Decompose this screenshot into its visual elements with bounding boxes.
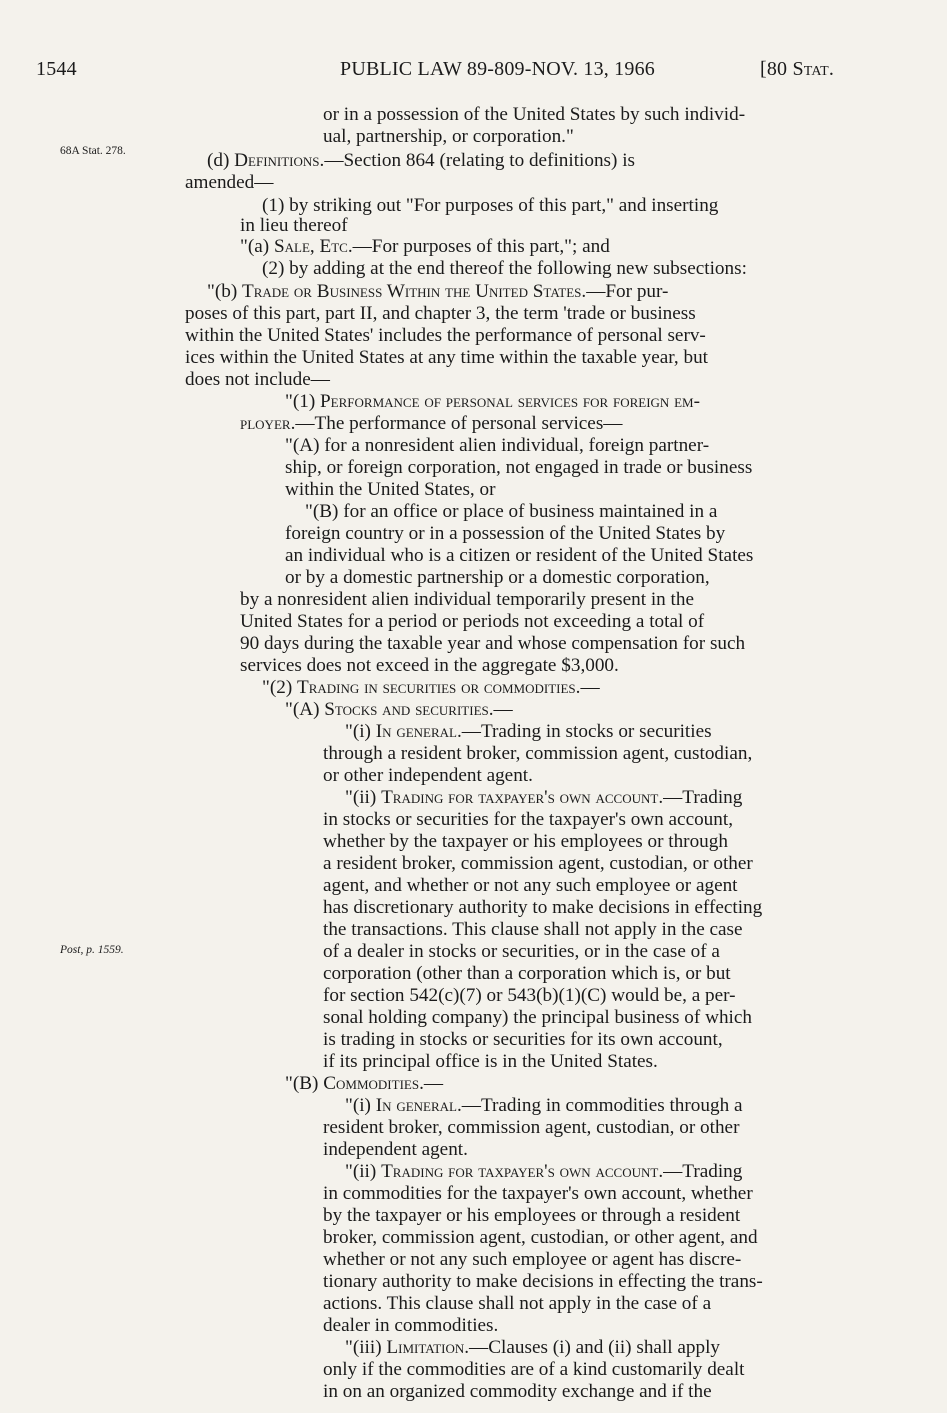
text-line: "(A) Stocks and securities.— xyxy=(285,699,513,720)
text-line: poses of this part, part II, and chapter 3, the term 'trade or business xyxy=(185,303,696,324)
text-line: tionary authority to make decisions in effecting the trans- xyxy=(323,1271,763,1292)
text-line: amended— xyxy=(185,172,274,193)
text-line: "(i) In general.—Trading in commodities through a xyxy=(345,1095,743,1116)
text-line: corporation (other than a corporation which is, or but xyxy=(323,963,731,984)
text-line: resident broker, commission agent, custodian, or other xyxy=(323,1117,740,1138)
text-line: "(B) for an office or place of business maintained in a xyxy=(305,501,718,522)
text-line: "(A) for a nonresident alien individual, foreign partner- xyxy=(285,435,710,456)
text-line: ployer.—The performance of personal services— xyxy=(240,413,623,434)
text-line: services does not exceed in the aggregate $3,000. xyxy=(240,655,619,676)
text-line: or in a possession of the United States by such individ- xyxy=(323,104,746,125)
text-line: actions. This clause shall not apply in the case of a xyxy=(323,1293,712,1314)
text-line: "(b) Trade or Business Within the United States.—For pur- xyxy=(207,281,669,302)
text-line: in on an organized commodity exchange and if the xyxy=(323,1381,712,1402)
text-line: of a dealer in stocks or securities, or in the case of a xyxy=(323,941,720,962)
text-line: (2) by adding at the end thereof the following new subsections: xyxy=(262,258,747,279)
text-line: United States for a period or periods not exceeding a total of xyxy=(240,611,705,632)
text-line: for section 542(c)(7) or 543(b)(1)(C) would be, a per- xyxy=(323,985,736,1006)
text-line: in commodities for the taxpayer's own account, whether xyxy=(323,1183,753,1204)
text-line: broker, commission agent, custodian, or other agent, and xyxy=(323,1227,758,1248)
text-line: ship, or foreign corporation, not engaged in trade or business xyxy=(285,457,753,478)
margin-note-68a-stat: 68A Stat. 278. xyxy=(60,145,126,157)
text-line: whether by the taxpayer or his employees or through xyxy=(323,831,728,852)
text-line: or by a domestic partnership or a domestic corporation, xyxy=(285,567,710,588)
text-line: in stocks or securities for the taxpayer's own account, xyxy=(323,809,734,830)
text-line: or other independent agent. xyxy=(323,765,533,786)
volume-reference: [80 Stat. xyxy=(760,58,835,80)
text-line: "(ii) Trading for taxpayer's own account.—Trading xyxy=(345,1161,743,1182)
text-line: ices within the United States at any time within the taxable year, but xyxy=(185,347,709,368)
text-line: independent agent. xyxy=(323,1139,468,1160)
text-line: 90 days during the taxable year and whose compensation for such xyxy=(240,633,746,654)
text-line: within the United States' includes the performance of personal serv- xyxy=(185,325,706,346)
text-line: "(2) Trading in securities or commodities.— xyxy=(262,677,600,698)
text-line: the transactions. This clause shall not apply in the case xyxy=(323,919,743,940)
text-line: "(i) In general.—Trading in stocks or securities xyxy=(345,721,712,742)
text-line: does not include— xyxy=(185,369,330,390)
text-line: by the taxpayer or his employees or through a resident xyxy=(323,1205,741,1226)
margin-note-post: Post, p. 1559. xyxy=(60,944,124,956)
text-line: a resident broker, commission agent, custodian, or other xyxy=(323,853,753,874)
text-line: has discretionary authority to make decisions in effecting xyxy=(323,897,763,918)
text-line: "(iii) Limitation.—Clauses (i) and (ii) shall apply xyxy=(345,1337,721,1358)
text-line: by a nonresident alien individual temporarily present in the xyxy=(240,589,694,610)
text-line: dealer in commodities. xyxy=(323,1315,499,1336)
text-line: through a resident broker, commission agent, custodian, xyxy=(323,743,753,764)
text-line: whether or not any such employee or agent has discre- xyxy=(323,1249,742,1270)
text-line: "(ii) Trading for taxpayer's own account.—Trading xyxy=(345,787,743,808)
text-line: if its principal office is in the United States. xyxy=(323,1051,658,1072)
text-line: agent, and whether or not any such employee or agent xyxy=(323,875,738,896)
text-line: (d) Definitions.—Section 864 (relating to definitions) is xyxy=(207,150,636,171)
text-line: "(1) Performance of personal services for foreign em- xyxy=(285,391,700,412)
text-line: ual, partnership, or corporation." xyxy=(323,126,574,147)
text-line: is trading in stocks or securities for its own account, xyxy=(323,1029,723,1050)
text-line: only if the commodities are of a kind customarily dealt xyxy=(323,1359,745,1380)
text-line: in lieu thereof xyxy=(240,215,348,236)
text-line: "(B) Commodities.— xyxy=(285,1073,444,1094)
text-line: an individual who is a citizen or resident of the United States xyxy=(285,545,754,566)
text-line: (1) by striking out "For purposes of this part," and inserting xyxy=(262,195,719,216)
running-title: PUBLIC LAW 89-809-NOV. 13, 1966 xyxy=(340,58,655,80)
text-line: within the United States, or xyxy=(285,479,496,500)
text-line: sonal holding company) the principal business of which xyxy=(323,1007,752,1028)
text-line: "(a) Sale, Etc.—For purposes of this part,"; and xyxy=(240,236,610,257)
page-number: 1544 xyxy=(36,58,77,80)
text-line: foreign country or in a possession of the United States by xyxy=(285,523,726,544)
